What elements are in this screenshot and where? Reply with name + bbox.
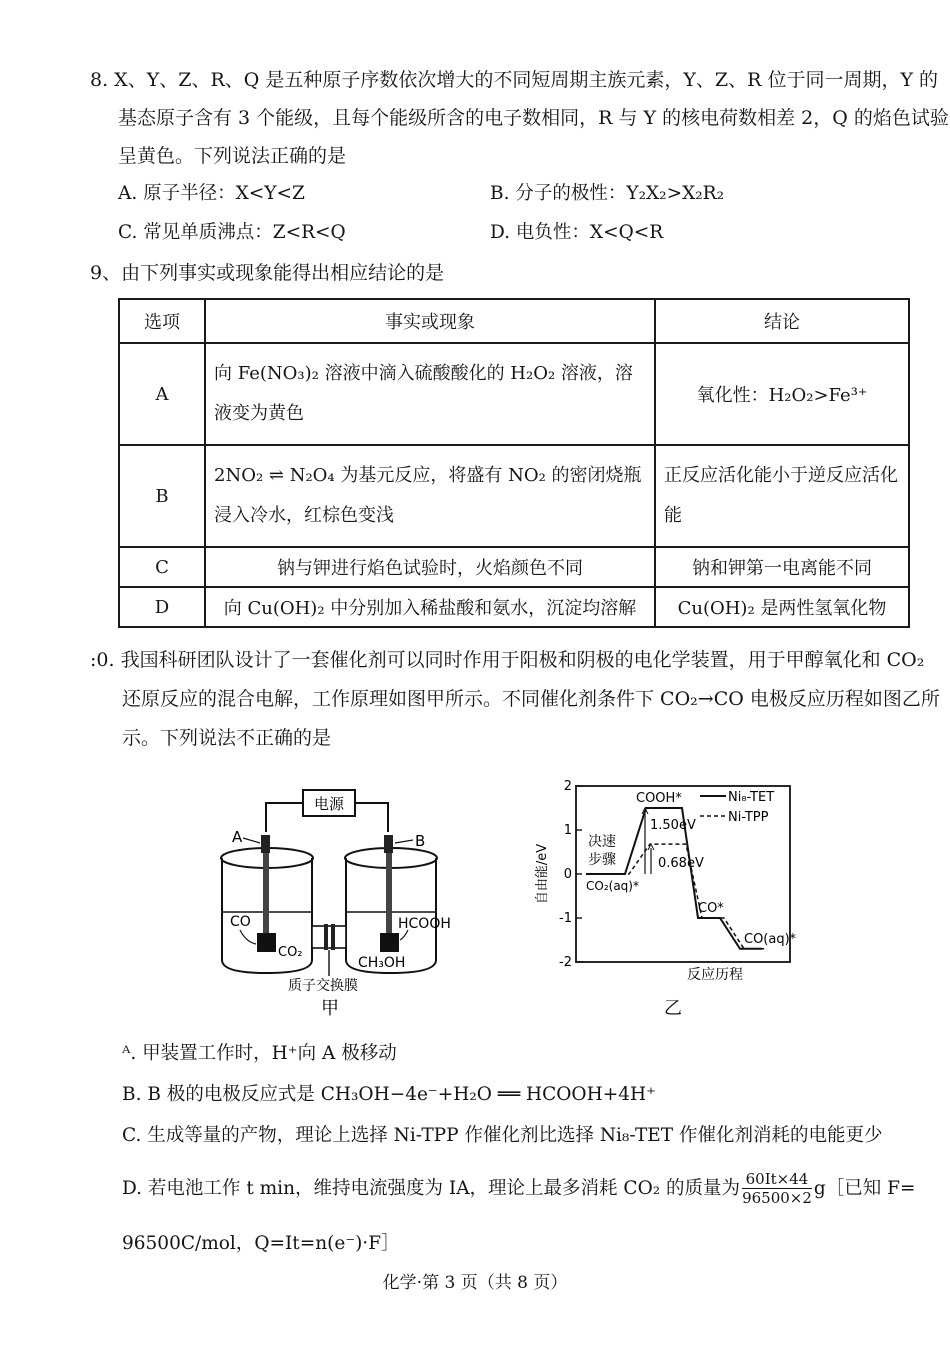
annotation-barrier-2: 0.68eV xyxy=(658,856,704,871)
q10-option-d-text: D. 若电池工作 t min，维持电流强度为 IA，理论上最多消耗 CO₂ 的质量为 xyxy=(122,1177,741,1199)
annotation-rds-2: 步骤 xyxy=(588,852,616,868)
q10-stem-line3: 示。下列说法不正确的是 xyxy=(122,727,332,749)
wire-right xyxy=(355,803,388,832)
annotation-rds-1: 决速 xyxy=(588,834,616,850)
row-conclusion: Cu(OH)₂ 是两性氢氧化物 xyxy=(655,587,909,627)
page-footer: 化学·第 3 页（共 8 页） xyxy=(382,1273,568,1293)
q8-option-c: C. 常见单质沸点：Z<R<Q xyxy=(118,222,346,243)
label-hcooh: HCOOH xyxy=(398,916,451,932)
y-tick-label: -2 xyxy=(559,955,572,970)
q10-stem-line1: :0. 我国科研团队设计了一套催化剂可以同时作用于阳极和阴极的电化学装置，用于甲醇氧化和 CO₂ xyxy=(90,649,925,671)
q8-stem-line3: 呈黄色。下列说法正确的是 xyxy=(118,145,347,167)
q10-option-d xyxy=(122,1170,915,1207)
q10-option-a: ᴬ. 甲装置工作时，H⁺向 A 极移动 xyxy=(122,1043,397,1064)
header-fact: 事实或现象 xyxy=(205,299,655,343)
membrane-tube xyxy=(312,926,346,948)
label-co2: CO₂ xyxy=(278,945,303,960)
x-axis-label: 反应历程 xyxy=(687,967,743,983)
figure-jia-caption: 甲 xyxy=(321,998,339,1019)
table-row xyxy=(119,343,909,445)
power-label: 电源 xyxy=(313,795,345,813)
species-co: CO* xyxy=(698,901,724,916)
header-option: 选项 xyxy=(119,299,205,343)
electrode-a-cap xyxy=(261,835,270,853)
row-option: C xyxy=(119,547,205,587)
legend-series-1: Ni₈-TET xyxy=(728,790,775,805)
q10-option-d-line2: 96500C/mol，Q=It=n(e⁻)·F］ xyxy=(122,1233,400,1254)
row-conclusion: 钠和钾第一电离能不同 xyxy=(655,547,909,587)
figure-yi-caption: 乙 xyxy=(664,998,682,1019)
q8-option-d: D. 电负性：X<Q<R xyxy=(490,222,664,243)
label-b-pointer xyxy=(395,840,413,843)
row-conclusion: 正反应活化能小于逆反应活化能 xyxy=(655,445,909,547)
label-membrane: 质子交换膜 xyxy=(288,978,358,994)
label-co: CO xyxy=(230,914,251,930)
mass-fraction xyxy=(742,1170,812,1207)
row-conclusion: 氧化性：H₂O₂>Fe³⁺ xyxy=(655,343,909,445)
table-row xyxy=(119,587,909,627)
membrane-bar xyxy=(331,924,335,950)
table-row xyxy=(119,547,909,587)
species-co2aq: CO₂(aq)* xyxy=(586,879,639,893)
fraction-numerator: 60It×44 xyxy=(742,1170,812,1189)
label-a-pointer xyxy=(243,838,260,843)
row-option: D xyxy=(119,587,205,627)
q8-stem-line1: 8. X、Y、Z、R、Q 是五种原子序数依次增大的不同短周期主族元素，Y、Z、R 位于同一周期，Y 的 xyxy=(90,69,939,91)
legend-series-2: Ni-TPP xyxy=(728,810,769,825)
table-row xyxy=(119,445,909,547)
figure-jia xyxy=(210,780,470,1025)
y-axis-label: 自由能/eV xyxy=(535,843,550,905)
wire-left xyxy=(266,803,303,832)
q10-stem-line2: 还原反应的混合电解，工作原理如图甲所示。不同催化剂条件下 CO₂→CO 电极反应历程如图乙所 xyxy=(122,688,940,710)
row-fact: 2NO₂ ⇌ N₂O₄ 为基元反应，将盛有 NO₂ 的密闭烧瓶浸入冷水，红棕色变浅 xyxy=(205,445,655,547)
electrode-a-plate xyxy=(257,933,276,952)
header-conclusion: 结论 xyxy=(655,299,909,343)
electrode-b-cap xyxy=(384,835,393,853)
fraction-denominator: 96500×2 xyxy=(742,1189,812,1207)
annotation-barrier-1: 1.50eV xyxy=(650,818,696,833)
y-tick-label: 2 xyxy=(563,779,572,794)
label-b: B xyxy=(415,832,426,850)
row-fact: 向 Cu(OH)₂ 中分别加入稀盐酸和氨水，沉淀均溶解 xyxy=(205,587,655,627)
y-tick-label: -1 xyxy=(559,911,572,926)
electrode-a-rod xyxy=(263,853,269,933)
electrode-b-plate xyxy=(380,933,399,952)
electrode-b-rod xyxy=(386,853,392,933)
q8-stem-line2: 基态原子含有 3 个能级，且每个能级所含的电子数相同，R 与 Y 的核电荷数相差 2，Q 的焰色试验 xyxy=(118,107,949,129)
q10-option-b: B. B 极的电极反应式是 CH₃OH−4e⁻+H₂O ══ HCOOH+4H⁺ xyxy=(122,1084,656,1105)
row-option: A xyxy=(119,343,205,445)
q9-table xyxy=(118,298,910,628)
q8-option-b: B. 分子的极性：Y₂X₂>X₂R₂ xyxy=(490,183,725,204)
row-fact: 钠与钾进行焰色试验时，火焰颜色不同 xyxy=(205,547,655,587)
q8-option-a: A. 原子半径：X<Y<Z xyxy=(118,183,305,204)
row-fact: 向 Fe(NO₃)₂ 溶液中滴入硫酸酸化的 H₂O₂ 溶液，溶液变为黄色 xyxy=(205,343,655,445)
q10-option-d-tail: g［已知 F= xyxy=(813,1177,916,1199)
y-tick-label: 1 xyxy=(563,823,572,838)
species-cooh: COOH* xyxy=(636,791,682,806)
figure-yi-chart xyxy=(530,776,800,1021)
arrow-co xyxy=(240,930,256,944)
label-a: A xyxy=(232,828,243,846)
species-coaq: CO(aq)* xyxy=(744,932,797,947)
table-header-row xyxy=(119,299,909,343)
row-option: B xyxy=(119,445,205,547)
q9-stem: 9、由下列事实或现象能得出相应结论的是 xyxy=(90,262,445,284)
label-ch3oh: CH₃OH xyxy=(358,955,406,971)
q10-option-c: C. 生成等量的产物，理论上选择 Ni-TPP 作催化剂比选择 Ni₈-TET 作催化剂消耗的电能更少 xyxy=(122,1125,883,1146)
membrane-bar xyxy=(324,924,328,950)
y-tick-label: 0 xyxy=(563,867,572,882)
